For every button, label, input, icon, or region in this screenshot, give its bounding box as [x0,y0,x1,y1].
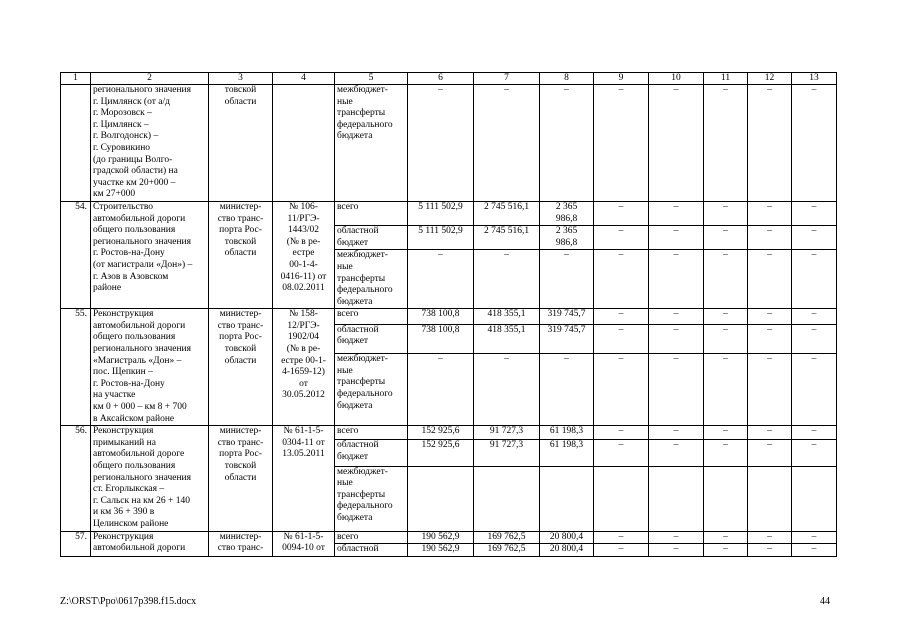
funding-value: – [748,226,792,250]
funding-value: – [594,440,649,467]
column-header: 6 [408,73,474,85]
funding-value: – [594,426,649,440]
document-number: № 158- 12/РГЭ- 1902/04 (№ в ре- естре 00-1- 4-1659-12) от 30.05.2012 [273,309,335,426]
funding-value: 418 355,1 [474,324,540,354]
header-row [61,73,837,85]
funding-source: всего [335,426,408,440]
funding-value: – [792,201,837,225]
funding-source: межбюджет- ные трансферты федерального бюджета [335,354,408,426]
funding-value: 169 762,5 [474,531,540,544]
funding-value: – [649,85,704,202]
funding-value: – [792,531,837,544]
funding-value: – [748,324,792,354]
responsible-ministry: министер- ство транс- [209,531,273,556]
funding-value: – [704,531,748,544]
funding-value: 5 111 502,9 [408,201,474,225]
funding-value [748,466,792,531]
funding-value: 190 562,9 [408,544,474,557]
funding-value: – [792,354,837,426]
funding-value: – [792,309,837,324]
funding-value: – [748,354,792,426]
document-page [60,72,836,557]
funding-value: 20 800,4 [540,544,594,557]
funding-value: – [748,85,792,202]
funding-value: – [748,250,792,309]
funding-value: 738 100,8 [408,309,474,324]
funding-source: областной [335,544,408,557]
column-header: 13 [792,73,837,85]
funding-value: – [748,426,792,440]
funding-value [704,466,748,531]
row-number: 55. [61,309,91,426]
file-path: Z:\ORST\Ppo\0617p398.f15.docx [60,596,197,607]
funding-value: – [704,250,748,309]
document-number [273,85,335,202]
table-row [61,531,837,544]
funding-value: 5 111 502,9 [408,226,474,250]
funding-value: – [649,226,704,250]
funding-value: 169 762,5 [474,544,540,557]
object-name: регионального значения г. Цимлянск (от а/д г. Морозовск – г. Цимлянск – г. Волгодонск) – г. Суровикино (до границы Волго- градской области) на участке км 20+000 – км 27+000 [91,85,209,202]
funding-value: 152 925,6 [408,426,474,440]
funding-value: 91 727,3 [474,440,540,467]
funding-value: – [474,354,540,426]
column-header: 4 [273,73,335,85]
column-header: 1 [61,73,91,85]
funding-value: – [649,250,704,309]
table-body [61,85,837,557]
funding-source: всего [335,201,408,225]
funding-value: – [649,531,704,544]
object-name: Реконструкция примыканий на автомобильной дороге общего пользования регионального значения ст. Егорлыкская – г. Сальск на км 26 + 140 и км 36 + 390 в Целинском районе [91,426,209,531]
object-name: Реконструкция автомобильной дороги общего пользования регионального значения «Магистраль «Дон» – пос. Щепкин – г. Ростов-на-Дону на участке км 0 + 000 – км 8 + 700 в Аксайском районе [91,309,209,426]
page-number: 44 [820,596,830,607]
document-number: № 61-1-5- 0094-10 от [273,531,335,556]
column-header: 3 [209,73,273,85]
funding-value: 190 562,9 [408,531,474,544]
funding-value: – [408,354,474,426]
funding-value: 319 745,7 [540,324,594,354]
column-header: 8 [540,73,594,85]
funding-value: – [649,324,704,354]
funding-value: – [704,324,748,354]
funding-value: 2 365 986,8 [540,226,594,250]
document-number: № 106- 11/РГЭ- 1443/02 (№ в ре- естре 00-1-4- 0416-11) от 08.02.2011 [273,201,335,308]
funding-value: – [704,426,748,440]
funding-value: – [704,85,748,202]
funding-value: – [792,426,837,440]
funding-value: – [704,354,748,426]
funding-value: – [748,309,792,324]
funding-source: межбюджет- ные трансферты федерального бюджета [335,85,408,202]
funding-value: – [792,226,837,250]
funding-value [474,466,540,531]
funding-value: – [649,544,704,557]
funding-value: – [594,85,649,202]
funding-value: – [594,354,649,426]
funding-value: – [540,250,594,309]
table-row [61,201,837,225]
object-name: Реконструкция автомобильной дороги [91,531,209,556]
row-number: 57. [61,531,91,556]
funding-value [649,466,704,531]
funding-value: 20 800,4 [540,531,594,544]
column-header: 5 [335,73,408,85]
funding-value: – [704,440,748,467]
funding-value: – [649,426,704,440]
object-name: Строительство автомобильной дороги общего пользования регионального значения г. Ростов-на-Дону (от магистрали «Дон») – г. Азов в Азовском районе [91,201,209,308]
funding-value: – [748,201,792,225]
funding-value: 418 355,1 [474,309,540,324]
funding-value [408,466,474,531]
column-header: 10 [649,73,704,85]
funding-value: – [704,544,748,557]
funding-source: областной бюджет [335,440,408,467]
row-number [61,85,91,202]
column-header: 11 [704,73,748,85]
funding-value: – [704,309,748,324]
funding-value: – [649,201,704,225]
column-header: 12 [748,73,792,85]
funding-value: – [408,85,474,202]
funding-source: межбюджет- ные трансферты федерального бюджета [335,466,408,531]
table-row [61,85,837,202]
responsible-ministry: министер- ство транс- порта Рос- товской области [209,309,273,426]
funding-value: – [474,250,540,309]
column-header: 9 [594,73,649,85]
funding-value: – [792,324,837,354]
funding-value: – [649,440,704,467]
funding-source: всего [335,309,408,324]
program-table [60,72,837,557]
funding-value: – [704,201,748,225]
funding-value [594,466,649,531]
column-header: 2 [91,73,209,85]
funding-value: – [594,201,649,225]
funding-source: областной бюджет [335,324,408,354]
funding-value: – [649,309,704,324]
funding-source: межбюджет- ные трансферты федерального бюджета [335,250,408,309]
funding-value: – [594,544,649,557]
funding-source: областной бюджет [335,226,408,250]
funding-source: всего [335,531,408,544]
funding-value: – [792,544,837,557]
funding-value: – [792,440,837,467]
funding-value: 152 925,6 [408,440,474,467]
funding-value: – [748,440,792,467]
funding-value: – [748,531,792,544]
document-number: № 61-1-5- 0304-11 от 13.05.2011 [273,426,335,531]
funding-value: – [792,250,837,309]
funding-value: – [704,226,748,250]
funding-value: – [474,85,540,202]
funding-value: – [649,354,704,426]
funding-value: 2 365 986,8 [540,201,594,225]
funding-value: – [748,544,792,557]
funding-value: 2 745 516,1 [474,226,540,250]
funding-value: – [594,226,649,250]
table-row [61,309,837,324]
funding-value [792,466,837,531]
funding-value: 61 198,3 [540,426,594,440]
responsible-ministry: министер- ство транс- порта Рос- товской области [209,426,273,531]
funding-value: 61 198,3 [540,440,594,467]
funding-value: 91 727,3 [474,426,540,440]
funding-value [540,466,594,531]
funding-value: – [594,531,649,544]
funding-value: – [594,250,649,309]
funding-value: 319 745,7 [540,309,594,324]
row-number: 54. [61,201,91,308]
funding-value: – [540,354,594,426]
table-row [61,426,837,440]
funding-value: – [594,324,649,354]
row-number: 56. [61,426,91,531]
funding-value: 2 745 516,1 [474,201,540,225]
column-header: 7 [474,73,540,85]
funding-value: 738 100,8 [408,324,474,354]
funding-value: – [408,250,474,309]
responsible-ministry: товской области [209,85,273,202]
funding-value: – [792,85,837,202]
funding-value: – [540,85,594,202]
funding-value: – [594,309,649,324]
responsible-ministry: министер- ство транс- порта Рос- товской области [209,201,273,308]
